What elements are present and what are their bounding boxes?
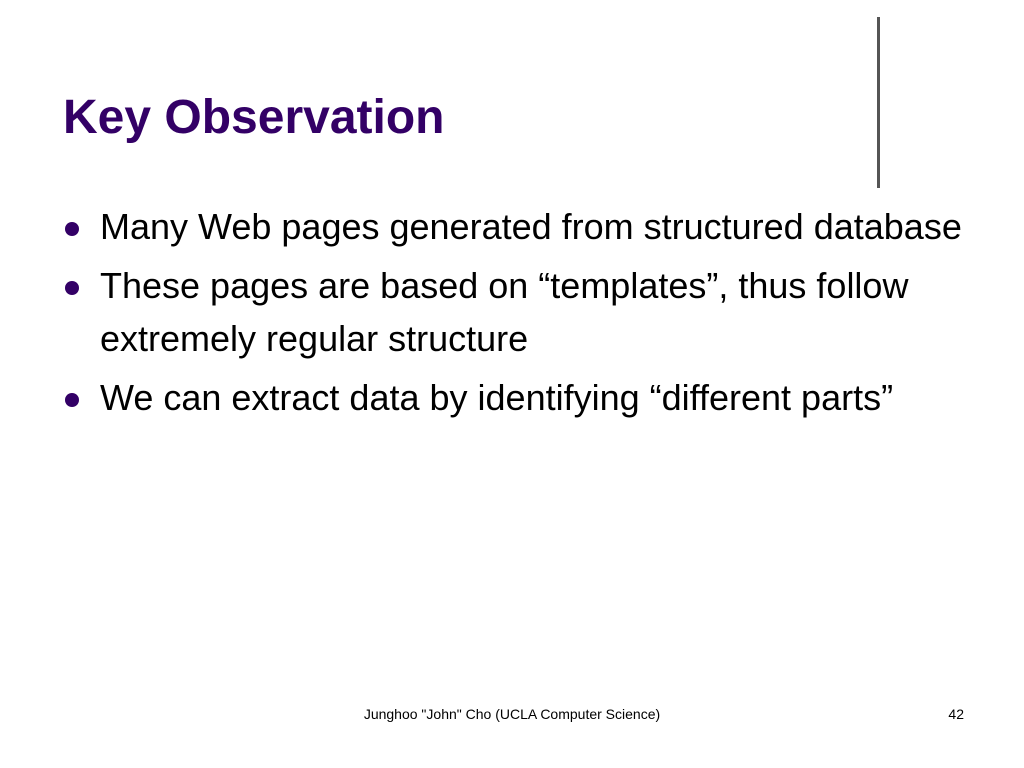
vertical-divider [877, 17, 880, 188]
bullet-dot-icon [65, 222, 79, 236]
slide-title: Key Observation [63, 91, 445, 144]
bullet-text: We can extract data by identifying “different parts” [100, 377, 894, 418]
bullet-text: Many Web pages generated from structured database [100, 206, 962, 247]
bullet-text: These pages are based on “templates”, thus follow extremely regular structure [100, 265, 909, 359]
slide-footer: Junghoo "John" Cho (UCLA Computer Science) [363, 706, 661, 722]
bullet-item [62, 371, 962, 424]
bullet-dot-icon [65, 281, 79, 295]
bullet-item [62, 200, 962, 253]
bullet-list [62, 200, 962, 430]
page-number: 42 [948, 706, 964, 722]
bullet-item [62, 259, 962, 365]
bullet-dot-icon [65, 393, 79, 407]
